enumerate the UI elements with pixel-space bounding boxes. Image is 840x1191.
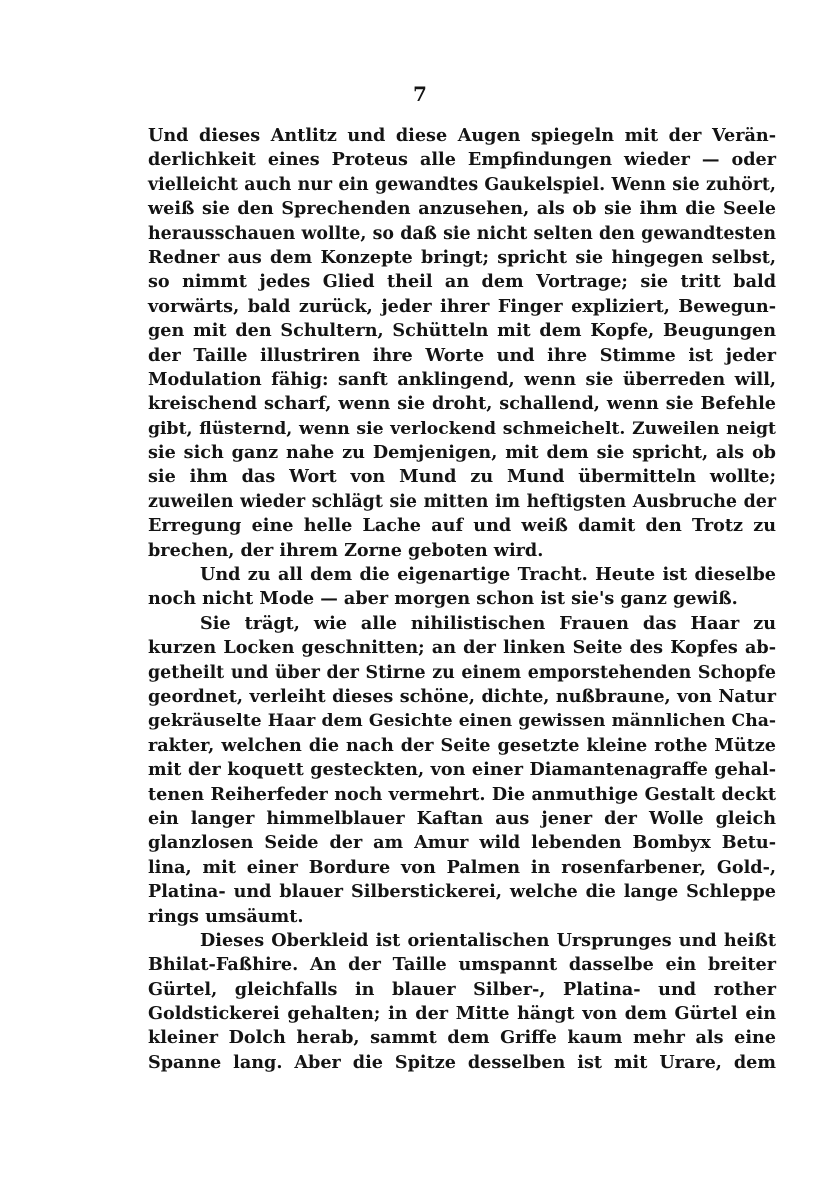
text-line: brechen, der ihrem Zorne geboten wird. (148, 539, 544, 561)
text-line: der Taille illustriren ihre Worte und ihre Stimme ist jeder (148, 344, 776, 366)
text-line: tenen Reiherfeder noch vermehrt. Die anmuthige Gestalt deckt (148, 783, 776, 805)
text-line: noch nicht Mode — aber morgen schon ist sie's ganz gewiß. (148, 588, 738, 610)
text-line: gibt, flüsternd, wenn sie verlockend schmeichelt. Zuweilen neigt (148, 418, 776, 439)
text-line: ein langer himmelblauer Kaftan aus jener der Wolle gleich (148, 807, 776, 829)
text-line: Sie trägt, wie alle nihilistischen Frauen das Haar zu (200, 612, 776, 634)
text-line: mit der koquett gesteckten, von einer Diamantenagraffe gehal- (148, 759, 776, 781)
text-line: Modulation fähig: sanft anklingend, wenn sie überreden will, (148, 368, 776, 390)
text-line: lina, mit einer Bordure von Palmen in rosenfarbener, Gold-, (148, 856, 776, 878)
text-line: vielleicht auch nur ein gewandtes Gaukelspiel. Wenn sie zuhört, (148, 174, 776, 195)
text-line: so nimmt jedes Glied theil an dem Vortrage; sie tritt bald (148, 271, 776, 293)
text-line: Redner aus dem Konzepte bringt; spricht sie hingegen selbst, (148, 246, 776, 268)
text-line: geordnet, verleiht dieses schöne, dichte, nußbraune, von Natur (148, 685, 776, 707)
text-line: sie ihm das Wort von Mund zu Mund übermitteln wollte; (148, 466, 776, 488)
text-line: herausschauen wollte, so daß sie nicht selten den gewandtesten (148, 223, 776, 244)
text-line: zuweilen wieder schlägt sie mitten im heftigsten Ausbruche der (148, 491, 776, 512)
text-line: Und zu all dem die eigenartige Tracht. Heute ist dieselbe (200, 564, 776, 586)
text-line: kleiner Dolch herab, sammt dem Griffe kaum mehr als eine (148, 1027, 776, 1049)
text-line: derlichkeit eines Proteus alle Empfindungen wieder — oder (148, 149, 776, 171)
text-line: rings umsäumt. (148, 905, 304, 927)
text-line: rakter, welchen die nach der Seite gesetzte kleine rothe Mütze (148, 734, 776, 756)
text-line: Platina- und blauer Silberstickerei, welche die lange Schleppe (148, 881, 776, 903)
text-line: weiß sie den Sprechenden anzusehen, als ob sie ihm die Seele (148, 198, 776, 220)
text-line: Spanne lang. Aber die Spitze desselben ist mit Urare, dem (148, 1051, 776, 1073)
text-line: sie sich ganz nahe zu Demjenigen, mit dem sie spricht, als ob (148, 442, 776, 464)
text-line: glanzlosen Seide der am Amur wild lebenden Bombyx Betu- (148, 832, 776, 854)
text-line: gen mit den Schultern, Schütteln mit dem Kopfe, Beugungen (148, 320, 776, 342)
body-text (148, 124, 776, 1075)
text-line: Dieses Oberkleid ist orientalischen Ursprunges und heißt (200, 929, 776, 951)
page-number: 7 (413, 82, 427, 106)
text-line: vorwärts, bald zurück, jeder ihrer Finger expliziert, Bewegun- (148, 295, 776, 317)
text-line: Gürtel, gleichfalls in blauer Silber-, Platina- und rother (148, 978, 776, 1000)
text-line: gekräuselte Haar dem Gesichte einen gewissen männlichen Cha- (148, 711, 776, 732)
text-line: Bhilat-Faßhire. An der Taille umspannt dasselbe ein breiter (148, 954, 776, 976)
text-line: kreischend scharf, wenn sie droht, schallend, wenn sie Befehle (148, 393, 776, 415)
text-line: Goldstickerei gehalten; in der Mitte hängt von dem Gürtel ein (148, 1003, 776, 1025)
text-line: getheilt und über der Stirne zu einem emporstehenden Schopfe (148, 662, 776, 683)
text-line: Erregung eine helle Lache auf und weiß damit den Trotz zu (148, 515, 776, 537)
text-line: Und dieses Antlitz und diese Augen spiegeln mit der Verän- (148, 125, 776, 146)
text-line: kurzen Locken geschnitten; an der linken Seite des Kopfes ab- (148, 637, 776, 659)
